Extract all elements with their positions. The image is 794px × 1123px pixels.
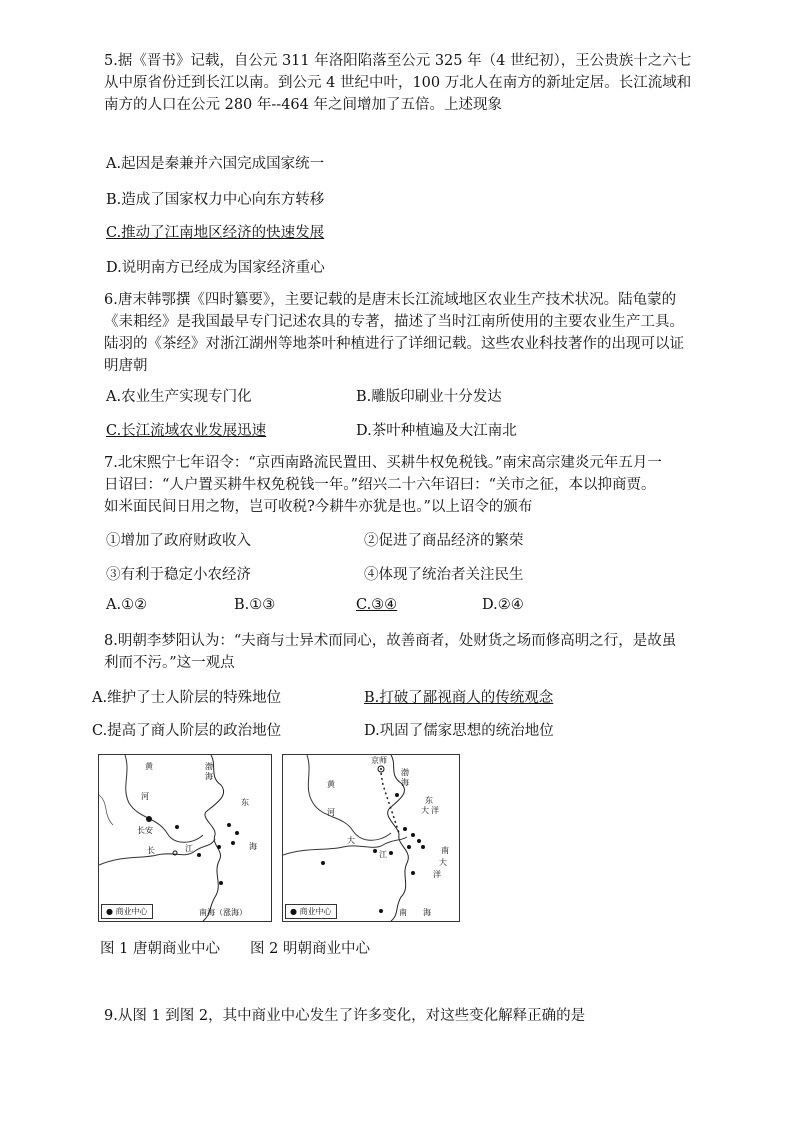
q6-option-a: A.农业生产实现专门化 (106, 389, 252, 405)
map2-center (395, 793, 399, 797)
q7-option-a: A.①② (106, 597, 148, 613)
q8-option-a: A.维护了士人阶层的特殊地位 (92, 690, 282, 706)
map1-center (197, 853, 201, 857)
map1-center (227, 823, 231, 827)
map2-center (379, 909, 383, 913)
q8-option-b: B.打破了鄙视商人的传统观念 (364, 690, 554, 706)
map2-label: 江 (379, 850, 387, 859)
map2-label: 南 (441, 846, 449, 855)
q8-option-d: D.巩固了儒家思想的统治地位 (364, 723, 554, 739)
question-5-stem (104, 50, 720, 116)
map2-label: 大 (421, 806, 429, 815)
map1-caption: 图 1 唐朝商业中心 (100, 941, 220, 957)
map2-center (421, 845, 425, 849)
q7-item-4: ④体现了统治者关注民生 (364, 567, 524, 583)
q8-option-c: C.提高了商人阶层的政治地位 (92, 723, 282, 739)
question-7-stem (104, 452, 720, 518)
map-tang-svg (99, 755, 271, 921)
map2-label: 河 (327, 808, 335, 817)
map2-label: 洋 (433, 870, 441, 879)
q6-option-d: D.茶叶种植遍及大江南北 (356, 423, 517, 439)
map1-label: 渤 (205, 762, 213, 771)
map2-label: 海 (401, 778, 409, 787)
map2-label: 洋 (431, 806, 439, 815)
q7-option-b: B.①③ (234, 597, 276, 613)
map1-center (235, 831, 239, 835)
q6-line-4: 明唐朝 (104, 358, 148, 374)
map2-yangtze-river (283, 837, 407, 855)
q5-option-b: B.造成了国家权力中心向东方转移 (106, 192, 325, 208)
map-tang-commercial-centers (98, 754, 272, 922)
map1-label: 黄 (145, 762, 153, 771)
map2-label-capital: 京师 (371, 756, 387, 765)
map1-center (217, 845, 221, 849)
map2-center (417, 839, 421, 843)
map2-capital-dot (380, 768, 382, 770)
q7-option-d: D.②④ (482, 597, 524, 613)
map2-label: 东 (425, 796, 433, 805)
map2-center (411, 871, 415, 875)
map1-center (231, 841, 235, 845)
map2-center (407, 845, 411, 849)
map1-label: 海 (249, 842, 257, 851)
map1-label: 江 (185, 844, 193, 853)
q5-line-3: 南方的人口在公元 280 年--464 年之间增加了五倍。上述现象 (104, 97, 502, 113)
map1-label: 东 (241, 798, 249, 807)
q5-option-c: C.推动了江南地区经济的快速发展 (106, 225, 325, 241)
map2-label: 黄 (327, 780, 335, 789)
map2-center (321, 861, 325, 865)
map2-label: 渤 (401, 768, 409, 777)
q6-line-3: 陆羽的《茶经》对浙江湖州等地茶叶种植进行了详细记载。这些农业科技著作的出现可以证 (104, 336, 684, 352)
q5-line-1: 5.据《晋书》记载，自公元 311 年洛阳陷落至公元 325 年（4 世纪初），王公贵族十之六七 (104, 53, 692, 69)
map1-legend: ● 商业中心 (101, 904, 153, 919)
map2-label: 大 (439, 858, 447, 867)
map1-label: 海 (205, 772, 213, 781)
map1-border (99, 795, 113, 825)
map1-center (175, 825, 179, 829)
map1-south-sea-label: 南海（涨海） (199, 908, 247, 917)
q8-line-2: 利而不污。”这一观点 (104, 655, 235, 671)
map1-label: 河 (141, 792, 149, 801)
map2-center (411, 833, 415, 837)
q5-line-2: 从中原省份迁到长江以南。到公元 4 世纪中叶，100 万北人在南方的新址定居。长江流域和 (104, 75, 692, 91)
q6-line-2: 《耒耜经》是我国最早专门记述农具的专著，描述了当时江南所使用的主要农业生产工具。 (104, 314, 684, 330)
q7-line-3: 如米面民间日用之物，岂可收税?今耕牛亦犹是也。”以上诏令的颁布 (104, 499, 533, 515)
q5-option-d: D.说明南方已经成为国家经济重心 (106, 260, 325, 276)
q8-line-1: 8.明朝李梦阳认为：“夫商与士异术而同心，故善商者，处财货之场而修高明之行，是故虽 (104, 633, 677, 649)
map2-center (373, 849, 377, 853)
question-8-stem (104, 630, 720, 674)
q5-option-a: A.起因是秦兼并六国完成国家统一 (106, 156, 325, 172)
map2-label: 大 (347, 836, 355, 845)
q7-option-c: C.③④ (356, 597, 398, 613)
map1-label: 长 (147, 846, 155, 855)
map1-yangtze-river (99, 839, 215, 865)
q7-item-1: ①增加了政府财政收入 (106, 533, 251, 549)
q7-line-1: 7.北宋熙宁七年诏令：“京西南路流民置田、买耕牛权免税钱。”南宋高宗建炎元年五月一 (104, 455, 662, 471)
map2-center (389, 851, 393, 855)
map-ming-svg (283, 755, 459, 921)
q7-item-3: ③有利于稳定小农经济 (106, 567, 251, 583)
question-6-stem (104, 289, 720, 377)
map1-label-changan: 长安 (137, 826, 153, 835)
q7-line-2: 日诏曰：“人户置买耕牛权免税钱一年。”绍兴二十六年诏曰：“关市之征，本以抑商贾。 (104, 477, 656, 493)
q7-item-2: ②促进了商品经济的繁荣 (364, 533, 524, 549)
question-9-stem: 9.从图 1 到图 2，其中商业中心发生了许多变化，对这些变化解释正确的是 (104, 1008, 586, 1024)
map2-label: 海 (423, 908, 431, 917)
q6-option-c: C.长江流域农业发展迅速 (106, 423, 267, 439)
q6-line-1: 6.唐末韩鄂撰《四时纂要》，主要记载的是唐末长江流域地区农业生产技术状况。陆龟蒙的 (104, 292, 677, 308)
map1-center (219, 881, 223, 885)
map2-label: 南 (399, 908, 407, 917)
map-ming-commercial-centers (282, 754, 460, 922)
map2-center (403, 827, 407, 831)
map2-caption: 图 2 明朝商业中心 (250, 941, 370, 957)
map2-legend: ● 商业中心 (285, 904, 337, 919)
map1-center-changan (146, 816, 152, 822)
q6-option-b: B.雕版印刷业十分发达 (356, 389, 502, 405)
